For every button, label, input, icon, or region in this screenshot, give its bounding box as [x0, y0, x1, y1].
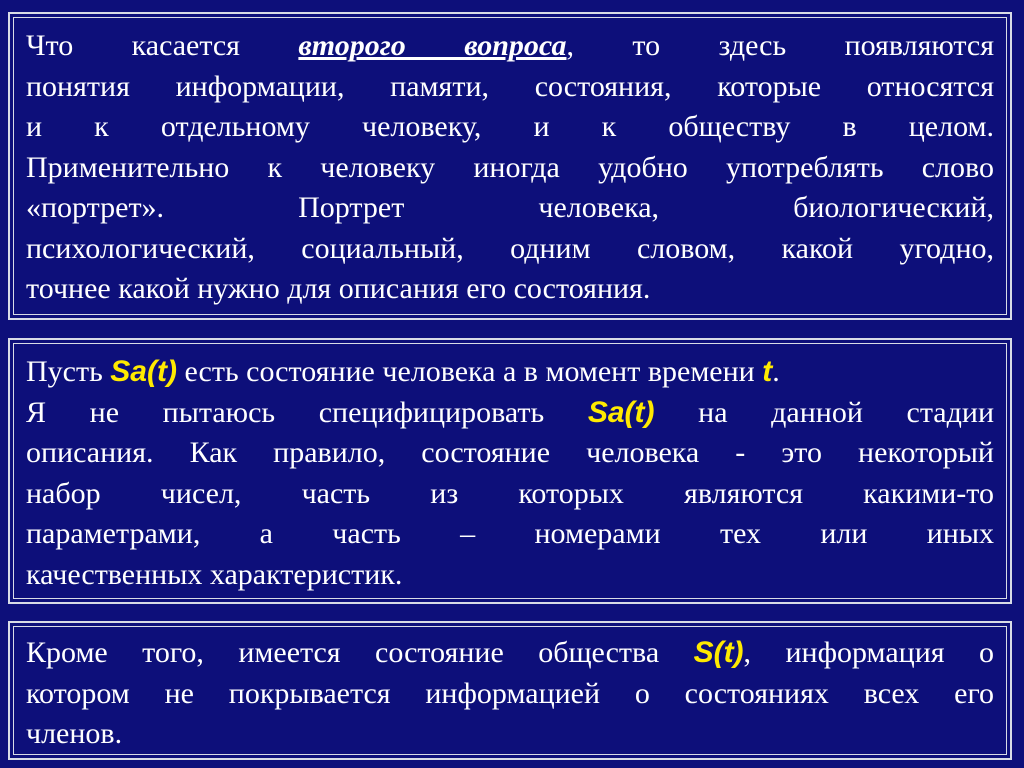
text-span: есть состояние человека а в момент времени: [176, 355, 763, 388]
formula-symbol: Sa(t): [587, 395, 655, 429]
text-line: понятия информации, памяти, состояния, которые относятся: [26, 69, 994, 103]
text-line: параметрами, а часть – номерами тех или иных: [26, 517, 994, 550]
text-panel-1: [8, 12, 1012, 320]
text-line: качественных характеристик.: [26, 557, 403, 591]
text-panel-2: [8, 338, 1012, 604]
text-line: [26, 26, 994, 67]
text-line: котором не покрывается информацией о состояниях всех его: [26, 676, 994, 710]
emphasis-text: второго вопроса: [298, 29, 567, 62]
text-span: Что касается: [26, 29, 299, 62]
text-panel-3: [8, 621, 1012, 760]
paragraph-second-question: [26, 26, 994, 310]
text-span: Я не пытаюсь специфицировать: [26, 395, 588, 429]
text-line: точнее какой нужно для описания его состояния.: [26, 272, 651, 305]
formula-symbol: S(t): [693, 636, 744, 669]
text-span: Пусть: [26, 355, 111, 388]
text-span: .: [772, 355, 780, 388]
text-line: Применительно к человеку иногда удобно употреблять слово: [26, 150, 994, 184]
text-span: , то здесь появляются: [566, 29, 994, 62]
paragraph-state-definition: [26, 352, 994, 595]
text-span: на данной стадии: [654, 395, 994, 429]
text-line: [26, 633, 994, 674]
text-line: [26, 393, 994, 434]
text-span: , информация о: [743, 636, 994, 669]
text-line: и к отдельному человеку, и к обществу в целом.: [26, 110, 994, 143]
formula-symbol: t: [762, 355, 773, 388]
text-line: [26, 352, 994, 393]
paragraph-society-state: [26, 633, 994, 755]
formula-symbol: Sa(t): [110, 355, 177, 388]
text-line: описания. Как правило, состояние человека - это некоторый: [26, 436, 994, 469]
text-span: Кроме того, имеется состояние общества: [26, 636, 694, 669]
text-line: «портрет». Портрет человека, биологический,: [26, 191, 994, 224]
text-line: набор чисел, часть из которых являются какими-то: [26, 476, 994, 510]
text-line: членов.: [26, 717, 123, 750]
text-line: психологический, социальный, одним словом, какой угодно,: [26, 231, 994, 265]
